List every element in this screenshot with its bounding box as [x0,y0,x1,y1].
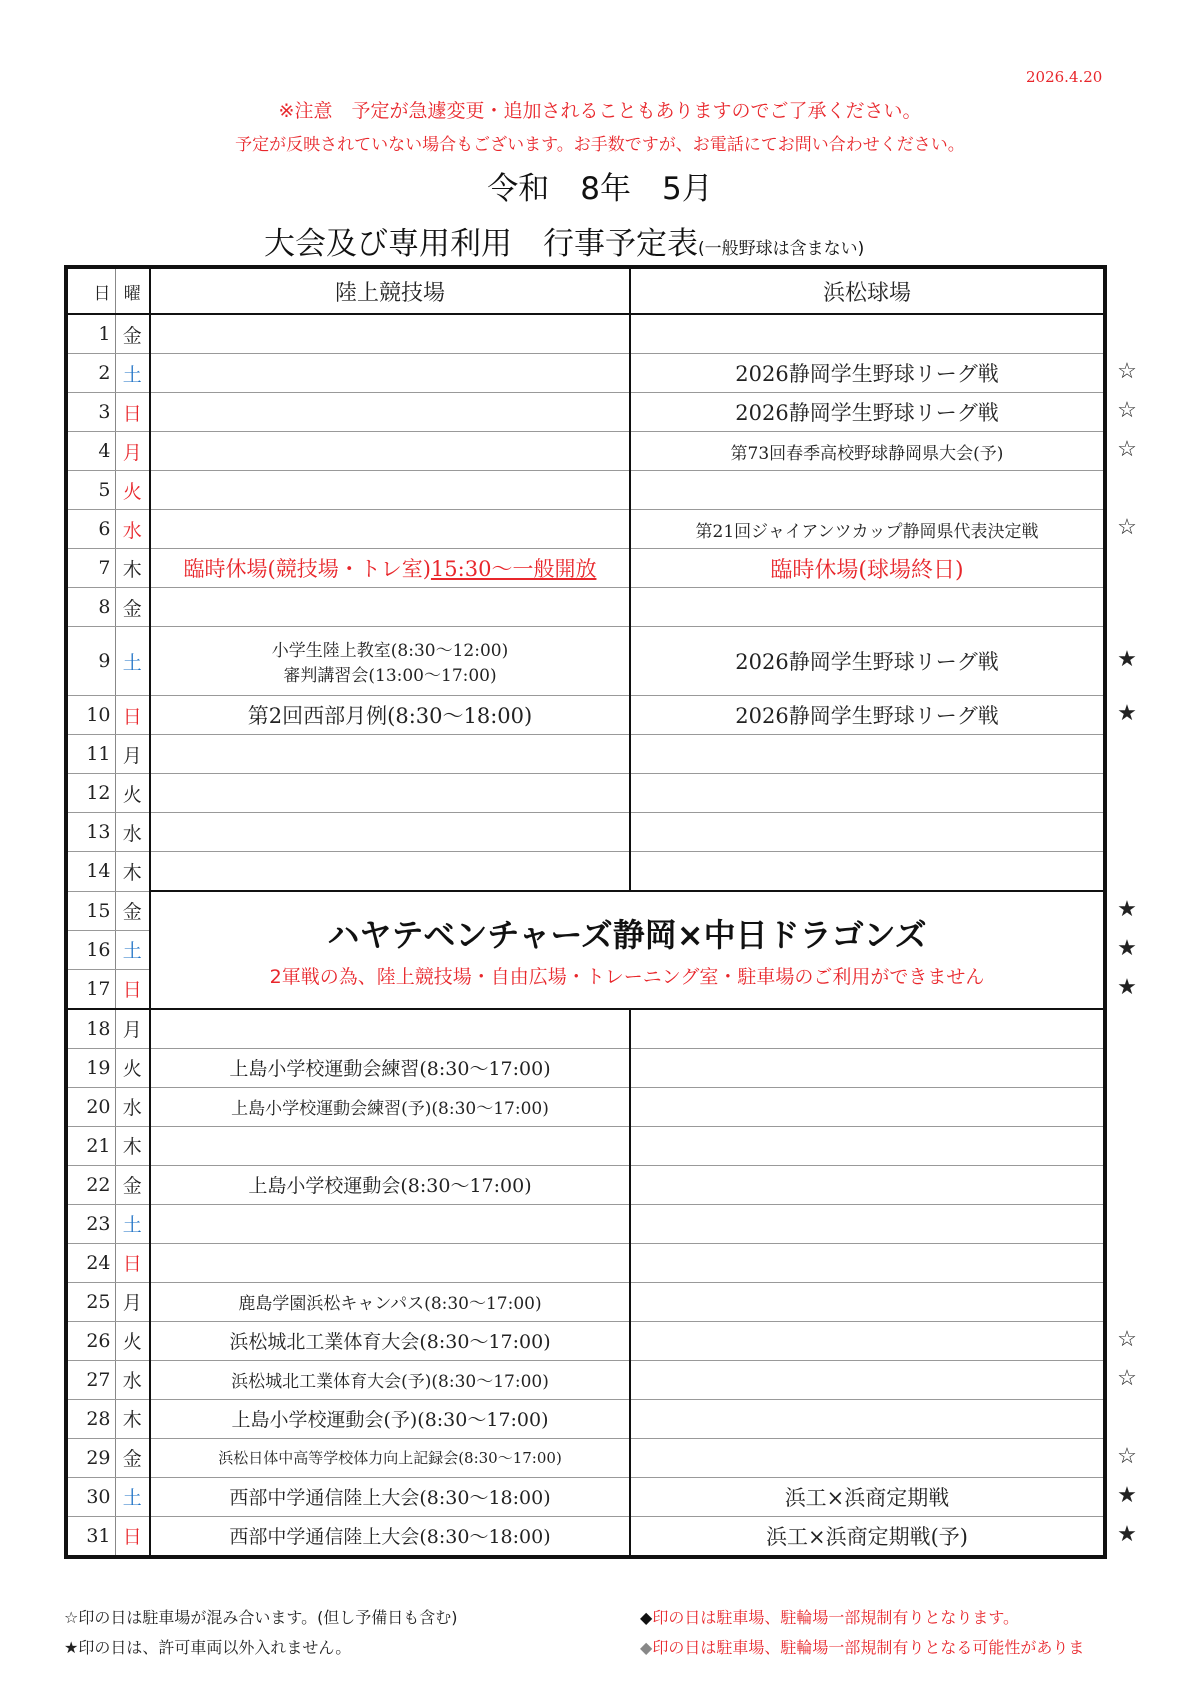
weekday-label: 火 [115,471,150,510]
weekday-label: 火 [115,774,150,813]
weekday-label: 木 [115,852,150,892]
venue1-event: 浜松日体中高等学校体力向上記録会(8:30〜17:00) [150,1438,630,1477]
venue1-event [150,588,630,627]
day-number: 15 [66,891,115,930]
venue2-event [630,1087,1105,1126]
weekday-label: 日 [115,1243,150,1282]
table-row [66,1243,1105,1282]
venue2-event: 2026静岡学生野球リーグ戦 [630,354,1105,393]
weekday-label: 水 [115,813,150,852]
merged-event-notice: 2軍戦の為、陸上競技場・自由広場・トレーニング室・駐車場のご利用ができません [269,966,985,989]
col-header-day: 日 [66,267,115,314]
weekday-label: 日 [115,969,150,1009]
black-star-icon: ★ [1117,974,1137,1000]
venue1-event [150,432,630,471]
weekday-label: 土 [115,1477,150,1516]
col-header-weekday: 曜 [115,267,150,314]
venue1-event: 小学生陸上教室(8:30〜12:00) 審判講習会(13:00〜17:00) [150,627,630,696]
weekday-label: 日 [115,393,150,432]
venue2-event [630,1126,1105,1165]
black-star-icon: ★ [1117,896,1137,922]
day-number: 27 [66,1360,115,1399]
table-row [66,1360,1105,1399]
day-number: 2 [66,354,115,393]
table-row [66,627,1105,696]
weekday-label: 金 [115,891,150,930]
weekday-label: 水 [115,1360,150,1399]
weekday-label: 木 [115,1126,150,1165]
white-star-icon: ☆ [1117,1365,1137,1391]
weekday-label: 日 [115,1516,150,1557]
venue1-event [150,510,630,549]
weekday-label: 金 [115,314,150,354]
venue2-event [630,1360,1105,1399]
merged-event-cell [150,891,1105,1009]
day-number: 25 [66,1282,115,1321]
black-star-icon: ★ [1117,701,1137,726]
venue2-event [630,471,1105,510]
venue2-event: 2026静岡学生野球リーグ戦 [630,696,1105,735]
weekday-label: 月 [115,1282,150,1321]
day-number: 8 [66,588,115,627]
table-row [66,1048,1105,1087]
table-row [66,735,1105,774]
venue2-event [630,1204,1105,1243]
day-number: 29 [66,1438,115,1477]
venue1-event: 西部中学通信陸上大会(8:30〜18:00) [150,1477,630,1516]
venue1-event: 上島小学校運動会(予)(8:30〜17:00) [150,1399,630,1438]
day-number: 28 [66,1399,115,1438]
venue1-event: 上島小学校運動会練習(8:30〜17:00) [150,1048,630,1087]
day-number: 22 [66,1165,115,1204]
venue2-event: 2026静岡学生野球リーグ戦 [630,393,1105,432]
venue1-event: 西部中学通信陸上大会(8:30〜18:00) [150,1516,630,1557]
weekday-label: 水 [115,510,150,549]
day-number: 19 [66,1048,115,1087]
day-number: 11 [66,735,115,774]
venue2-event [630,1399,1105,1438]
day-number: 4 [66,432,115,471]
venue2-event: 第73回春季高校野球静岡県大会(予) [630,432,1105,471]
col-header-venue2: 浜松球場 [630,267,1105,314]
page-title-main: 大会及び専用利用 行事予定表 [264,226,698,262]
venue2-event [630,1438,1105,1477]
venue1-event [150,813,630,852]
day-number: 17 [66,969,115,1009]
table-row [66,1087,1105,1126]
weekday-label: 金 [115,1165,150,1204]
venue1-event [150,1204,630,1243]
white-star-icon: ☆ [1117,359,1137,384]
table-row [66,354,1105,393]
weekday-label: 土 [115,1204,150,1243]
weekday-label: 土 [115,627,150,696]
table-row [66,471,1105,510]
venue1-event [150,774,630,813]
venue1-event [150,1243,630,1282]
venue1-event: 上島小学校運動会(8:30〜17:00) [150,1165,630,1204]
venue2-event [630,1321,1105,1360]
table-row [66,1516,1105,1557]
weekday-label: 金 [115,588,150,627]
table-row [66,588,1105,627]
venue1-event [150,735,630,774]
table-row [66,432,1105,471]
white-star-icon: ☆ [1117,437,1137,462]
venue1-event [150,393,630,432]
page-title-month: 令和 8年 5月 [487,171,713,207]
venue2-event [630,1282,1105,1321]
black-star-icon: ★ [1117,935,1137,961]
venue2-event [630,588,1105,627]
venue2-event [630,314,1105,354]
venue1-event: 第2回西部月例(8:30〜18:00) [150,696,630,735]
venue2-event [630,1165,1105,1204]
table-row [66,1477,1105,1516]
table-row [66,1204,1105,1243]
venue2-event: 2026静岡学生野球リーグ戦 [630,627,1105,696]
page-title-sub: (一般野球は含まない) [698,239,865,259]
day-number: 6 [66,510,115,549]
venue1-event [150,1126,630,1165]
day-number: 21 [66,1126,115,1165]
table-row [66,1399,1105,1438]
weekday-label: 金 [115,1438,150,1477]
venue2-event: 浜工×浜商定期戦 [630,1477,1105,1516]
day-number: 16 [66,930,115,969]
white-star-icon: ☆ [1117,1443,1137,1469]
weekday-label: 火 [115,1321,150,1360]
table-header-row [66,267,1105,314]
table-row [66,1438,1105,1477]
day-number: 7 [66,549,115,588]
day-number: 20 [66,1087,115,1126]
schedule-table [64,265,1107,1559]
venue1-event: 浜松城北工業体育大会(8:30〜17:00) [150,1321,630,1360]
venue1-event [150,314,630,354]
weekday-label: 日 [115,696,150,735]
merged-event-title: ハヤテベンチャーズ静岡×中日ドラゴンズ [327,916,927,955]
day-number: 14 [66,852,115,892]
venue1-event: 浜松城北工業体育大会(予)(8:30〜17:00) [150,1360,630,1399]
weekday-label: 木 [115,549,150,588]
weekday-label: 月 [115,1009,150,1049]
table-row [66,393,1105,432]
venue1-event [150,354,630,393]
table-row [66,852,1105,892]
black-star-icon: ★ [1117,1482,1137,1508]
gray-diamond-icon: ◆ [640,1638,653,1657]
legend-gray-diamond: ◆印の日は駐車場、駐輪場一部規制有りとなる可能性がありま [640,1638,1085,1657]
white-star-icon: ☆ [1117,398,1137,423]
day-number: 9 [66,627,115,696]
day-number: 31 [66,1516,115,1557]
day-number: 24 [66,1243,115,1282]
black-star-icon: ★ [1117,647,1137,672]
day-number: 3 [66,393,115,432]
white-star-icon: ☆ [1117,515,1137,540]
general-open-time: 15:30〜一般開放 [430,557,597,581]
notice-change: ※注意 予定が急遽変更・追加されることもありますのでご了承ください。 [278,100,922,122]
venue2-event [630,1009,1105,1049]
venue1-event: 上島小学校運動会練習(予)(8:30〜17:00) [150,1087,630,1126]
venue2-event [630,774,1105,813]
legend-white-star: ☆印の日は駐車場が混み合います。(但し予備日も含む) [64,1608,458,1627]
day-number: 1 [66,314,115,354]
weekday-label: 火 [115,1048,150,1087]
venue2-event [630,735,1105,774]
venue2-event [630,813,1105,852]
day-number: 23 [66,1204,115,1243]
venue1-event [150,471,630,510]
day-number: 18 [66,1009,115,1049]
weekday-label: 月 [115,432,150,471]
day-number: 10 [66,696,115,735]
weekday-label: 土 [115,930,150,969]
table-row [66,774,1105,813]
day-number: 12 [66,774,115,813]
venue2-event [630,852,1105,892]
table-row [66,696,1105,735]
day-number: 13 [66,813,115,852]
weekday-label: 月 [115,735,150,774]
white-star-icon: ☆ [1117,1326,1137,1352]
weekday-label: 水 [115,1087,150,1126]
venue1-event [150,1009,630,1049]
table-row [66,314,1105,354]
venue2-event: 第21回ジャイアンツカップ静岡県代表決定戦 [630,510,1105,549]
table-row [66,549,1105,588]
table-row [66,813,1105,852]
day-number: 30 [66,1477,115,1516]
table-row [66,510,1105,549]
table-row [66,1282,1105,1321]
day-number: 5 [66,471,115,510]
day-number: 26 [66,1321,115,1360]
revision-date: 2026.4.20 [1026,68,1103,86]
black-star-icon: ★ [1117,1522,1137,1548]
table-row [66,1165,1105,1204]
legend-black-star: ★印の日は、許可車両以外入れません。 [64,1638,352,1657]
venue1-event: 鹿島学園浜松キャンパス(8:30〜17:00) [150,1282,630,1321]
venue2-event [630,1048,1105,1087]
table-row [66,1321,1105,1360]
black-diamond-icon: ◆ [640,1608,653,1627]
table-row [66,1126,1105,1165]
venue1-event [150,852,630,892]
weekday-label: 木 [115,1399,150,1438]
page-title [264,218,864,263]
notice-contact: 予定が反映されていない場合もございます。お手数ですが、お電話にてお問い合わせください。 [235,135,965,155]
table-row [66,1009,1105,1049]
venue2-event: 臨時休場(球場終日) [630,549,1105,588]
legend-black-diamond: ◆印の日は駐車場、駐輪場一部規制有りとなります。 [640,1608,1020,1627]
weekday-label: 土 [115,354,150,393]
col-header-venue1: 陸上競技場 [150,267,630,314]
table-row [66,891,1105,930]
venue2-event [630,1243,1105,1282]
venue1-event: 臨時休場(競技場・トレ室)15:30〜一般開放 [150,549,630,588]
venue2-event: 浜工×浜商定期戦(予) [630,1516,1105,1557]
